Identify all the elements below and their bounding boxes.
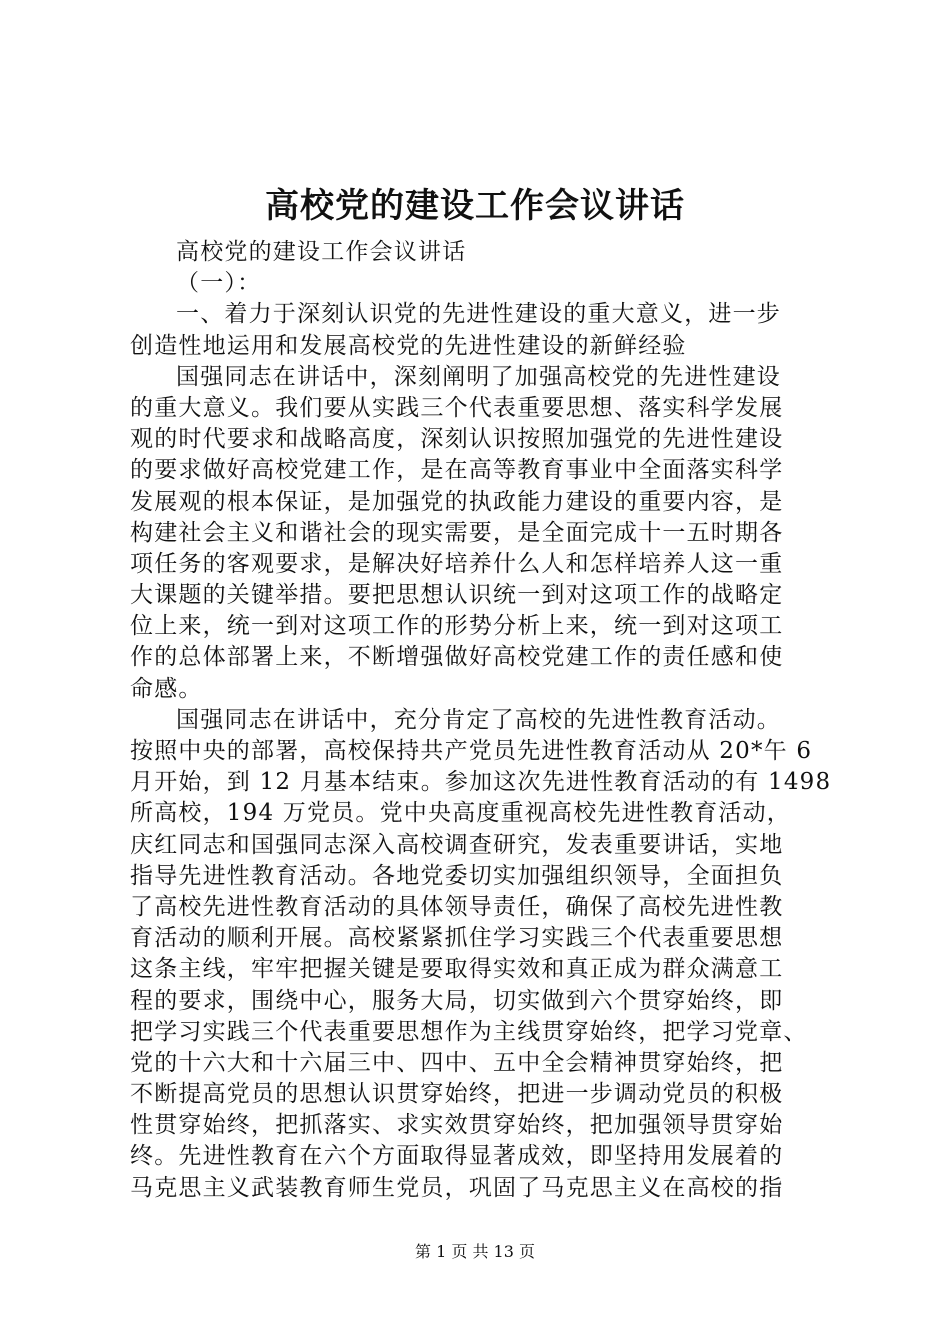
text-line: 一、着力于深刻认识党的先进性建设的重大意义，进一步 (176, 301, 781, 328)
text-line: 观的时代要求和战略高度，深刻认识按照加强党的先进性建设 (130, 426, 784, 453)
text-line: 大课题的关键举措。要把思想认识统一到对这项工作的战略定 (130, 582, 784, 609)
text-line: 马克思主义武装教育师生党员，巩固了马克思主义在高校的指 (130, 1174, 784, 1201)
text-line: 党的十六大和十六届三中、四中、五中全会精神贯穿始终，把 (130, 1049, 784, 1076)
text-line: 构建社会主义和谐社会的现实需要，是全面完成十一五时期各 (130, 519, 784, 546)
text-line: 庆红同志和国强同志深入高校调查研究，发表重要讲话，实地 (130, 831, 784, 858)
text-line: 所高校，194 万党员。党中央高度重视高校先进性教育活动， (130, 800, 792, 827)
text-line: 终。先进性教育在六个方面取得显著成效，即坚持用发展着的 (130, 1143, 784, 1170)
text-line: 作的总体部署上来，不断增强做好高校党建工作的责任感和使 (130, 644, 784, 671)
text-line: 把学习实践三个代表重要思想作为主线贯穿始终，把学习党章、 (130, 1018, 808, 1045)
text-line: 的重大意义。我们要从实践三个代表重要思想、落实科学发展 (130, 394, 784, 421)
text-line: 育活动的顺利开展。高校紧紧抓住学习实践三个代表重要思想 (130, 925, 784, 952)
text-line: 程的要求，围绕中心，服务大局，切实做到六个贯穿始终，即 (130, 987, 784, 1014)
text-line: 性贯穿始终，把抓落实、求实效贯穿始终，把加强领导贯穿始 (130, 1112, 784, 1139)
text-line: 命感。 (130, 675, 203, 702)
text-line: 项任务的客观要求，是解决好培养什么人和怎样培养人这一重 (130, 550, 784, 577)
text-line: 不断提高党员的思想认识贯穿始终，把进一步调动党员的积极 (130, 1081, 784, 1108)
text-line: 国强同志在讲话中，深刻阐明了加强高校党的先进性建设 (176, 363, 781, 390)
text-line: 位上来，统一到对这项工作的形势分析上来，统一到对这项工 (130, 613, 784, 640)
text-line: 的要求做好高校党建工作，是在高等教育事业中全面落实科学 (130, 457, 784, 484)
text-line: 国强同志在讲话中，充分肯定了高校的先进性教育活动。 (176, 706, 781, 733)
document-body (130, 237, 830, 1204)
document-title: 高校党的建设工作会议讲话 (265, 186, 685, 226)
text-line: 创造性地运用和发展高校党的先进性建设的新鲜经验 (130, 332, 687, 359)
page-footer: 第 1 页 共 13 页 (415, 1242, 535, 1261)
text-line: 月开始，到 12 月基本结束。参加这次先进性教育活动的有 1498 (130, 769, 832, 796)
text-line: 发展观的根本保证，是加强党的执政能力建设的重要内容，是 (130, 488, 784, 515)
text-line: 指导先进性教育活动。各地党委切实加强组织领导，全面担负 (130, 862, 784, 889)
text-line: （一）： (176, 270, 262, 297)
text-line: 按照中央的部署，高校保持共产党员先进性教育活动从 20*午 6 (130, 738, 813, 764)
text-line: 了高校先进性教育活动的具体领导责任，确保了高校先进性教 (130, 893, 784, 920)
text-line: 高校党的建设工作会议讲话 (176, 239, 467, 265)
text-line: 这条主线，牢牢把握关键是要取得实效和真正成为群众满意工 (130, 956, 784, 983)
